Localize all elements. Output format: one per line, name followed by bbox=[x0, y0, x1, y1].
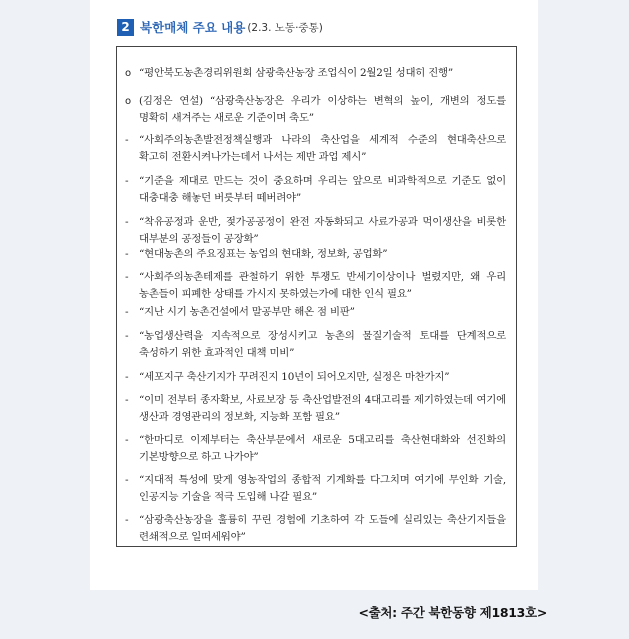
item-text: “지난 시기 농촌건설에서 말공부만 해온 점 비판” bbox=[139, 306, 355, 318]
item-text: “평안북도농촌경리위원회 삼광축산농장 조업식이 2월2일 성대히 진행” bbox=[139, 67, 454, 79]
item-text: “삼광축산농장을 훌륭히 꾸린 경험에 기초하여 각 도들에 실리있는 축산기지들을 련쇄적으로 일떠세워야” bbox=[139, 514, 506, 543]
bullet-marker: - bbox=[125, 395, 129, 406]
bullet-marker: - bbox=[125, 217, 129, 228]
bullet-marker: - bbox=[125, 272, 129, 283]
bullet-marker: - bbox=[125, 331, 129, 342]
list-item bbox=[125, 93, 506, 127]
list-item bbox=[125, 392, 506, 426]
list-item bbox=[125, 328, 506, 362]
content-box bbox=[116, 46, 517, 547]
list-item bbox=[125, 304, 506, 321]
list-item bbox=[125, 214, 506, 248]
list-item bbox=[125, 472, 506, 506]
list-item bbox=[125, 512, 506, 546]
item-text: “지대적 특성에 맞게 영농작업의 종합적 기계화를 다그치며 여기에 무인화 기술, 인공지능 기술을 적극 도입해 나갈 필요” bbox=[139, 474, 506, 503]
section-subtitle: (2.3. 노동·중통) bbox=[247, 21, 323, 34]
item-text: “현대농촌의 주요징표는 농업의 현대화, 정보화, 공업화” bbox=[139, 248, 388, 260]
item-text: “이미 전부터 종자확보, 사료보장 등 축산업발전의 4대고리를 제기하였는데 여기에 생산과 경영관리의 정보화, 지능화 포함 필요” bbox=[139, 394, 506, 423]
list-item bbox=[125, 132, 506, 166]
item-text: (김정은 연설) “삼광축산농장은 우리가 이상하는 변혁의 높이, 개변의 정도를 명확히 새겨주는 새로운 기준이며 축도” bbox=[139, 95, 506, 124]
bullet-marker: - bbox=[125, 435, 129, 446]
bullet-marker: - bbox=[125, 176, 129, 187]
list-item bbox=[125, 432, 506, 466]
list-item bbox=[125, 246, 506, 263]
bullet-marker: o bbox=[125, 96, 131, 107]
item-text: “세포지구 축산기지가 꾸려진지 10년이 되어오지만, 실정은 마찬가지” bbox=[139, 371, 450, 383]
bullet-marker: - bbox=[125, 515, 129, 526]
bullet-marker: - bbox=[125, 372, 129, 383]
list-item bbox=[125, 65, 506, 82]
section-number-badge: 2 bbox=[117, 19, 134, 36]
bullet-marker: o bbox=[125, 68, 131, 79]
section-heading bbox=[117, 18, 323, 36]
item-text: “한마디로 이제부터는 축산부문에서 새로운 5대고리를 축산현대화와 선진화의 기본방향으로 하고 나가야” bbox=[139, 434, 506, 463]
list-item bbox=[125, 173, 506, 207]
bullet-marker: - bbox=[125, 249, 129, 260]
bullet-marker: - bbox=[125, 135, 129, 146]
item-text: “사회주의농촌발전정책실행과 나라의 축산업을 세계적 수준의 현대축산으로 확고히 전환시켜나가는데서 나서는 제반 과업 제시” bbox=[139, 134, 506, 163]
list-item bbox=[125, 369, 506, 386]
list-item bbox=[125, 269, 506, 303]
item-text: “사회주의농촌테제를 관철하기 위한 투쟁도 반세기이상이나 벌렸지만, 왜 우리 농촌들이 피폐한 상태를 가시지 못하였는가에 대한 인식 필요” bbox=[139, 271, 506, 300]
bullet-marker: - bbox=[125, 475, 129, 486]
item-text: “기준을 제대로 만드는 것이 중요하며 우리는 앞으로 비과학적으로 기준도 없이 대충대충 해놓던 버릇부터 떼버려야” bbox=[139, 175, 506, 204]
bullet-marker: - bbox=[125, 307, 129, 318]
source-citation: <출처: 주간 북한동향 제1813호> bbox=[358, 605, 547, 620]
item-text: “착유공정과 운반, 젖가공공정이 완전 자동화되고 사료가공과 먹이생산을 비롯한 대부분의 공정들이 공장화” bbox=[139, 216, 506, 245]
section-title: 북한매체 주요 내용 bbox=[140, 20, 246, 35]
item-text: “농업생산력을 지속적으로 장성시키고 농촌의 물질기술적 토대를 단계적으로 축성하기 위한 효과적인 대책 미비” bbox=[139, 330, 506, 359]
